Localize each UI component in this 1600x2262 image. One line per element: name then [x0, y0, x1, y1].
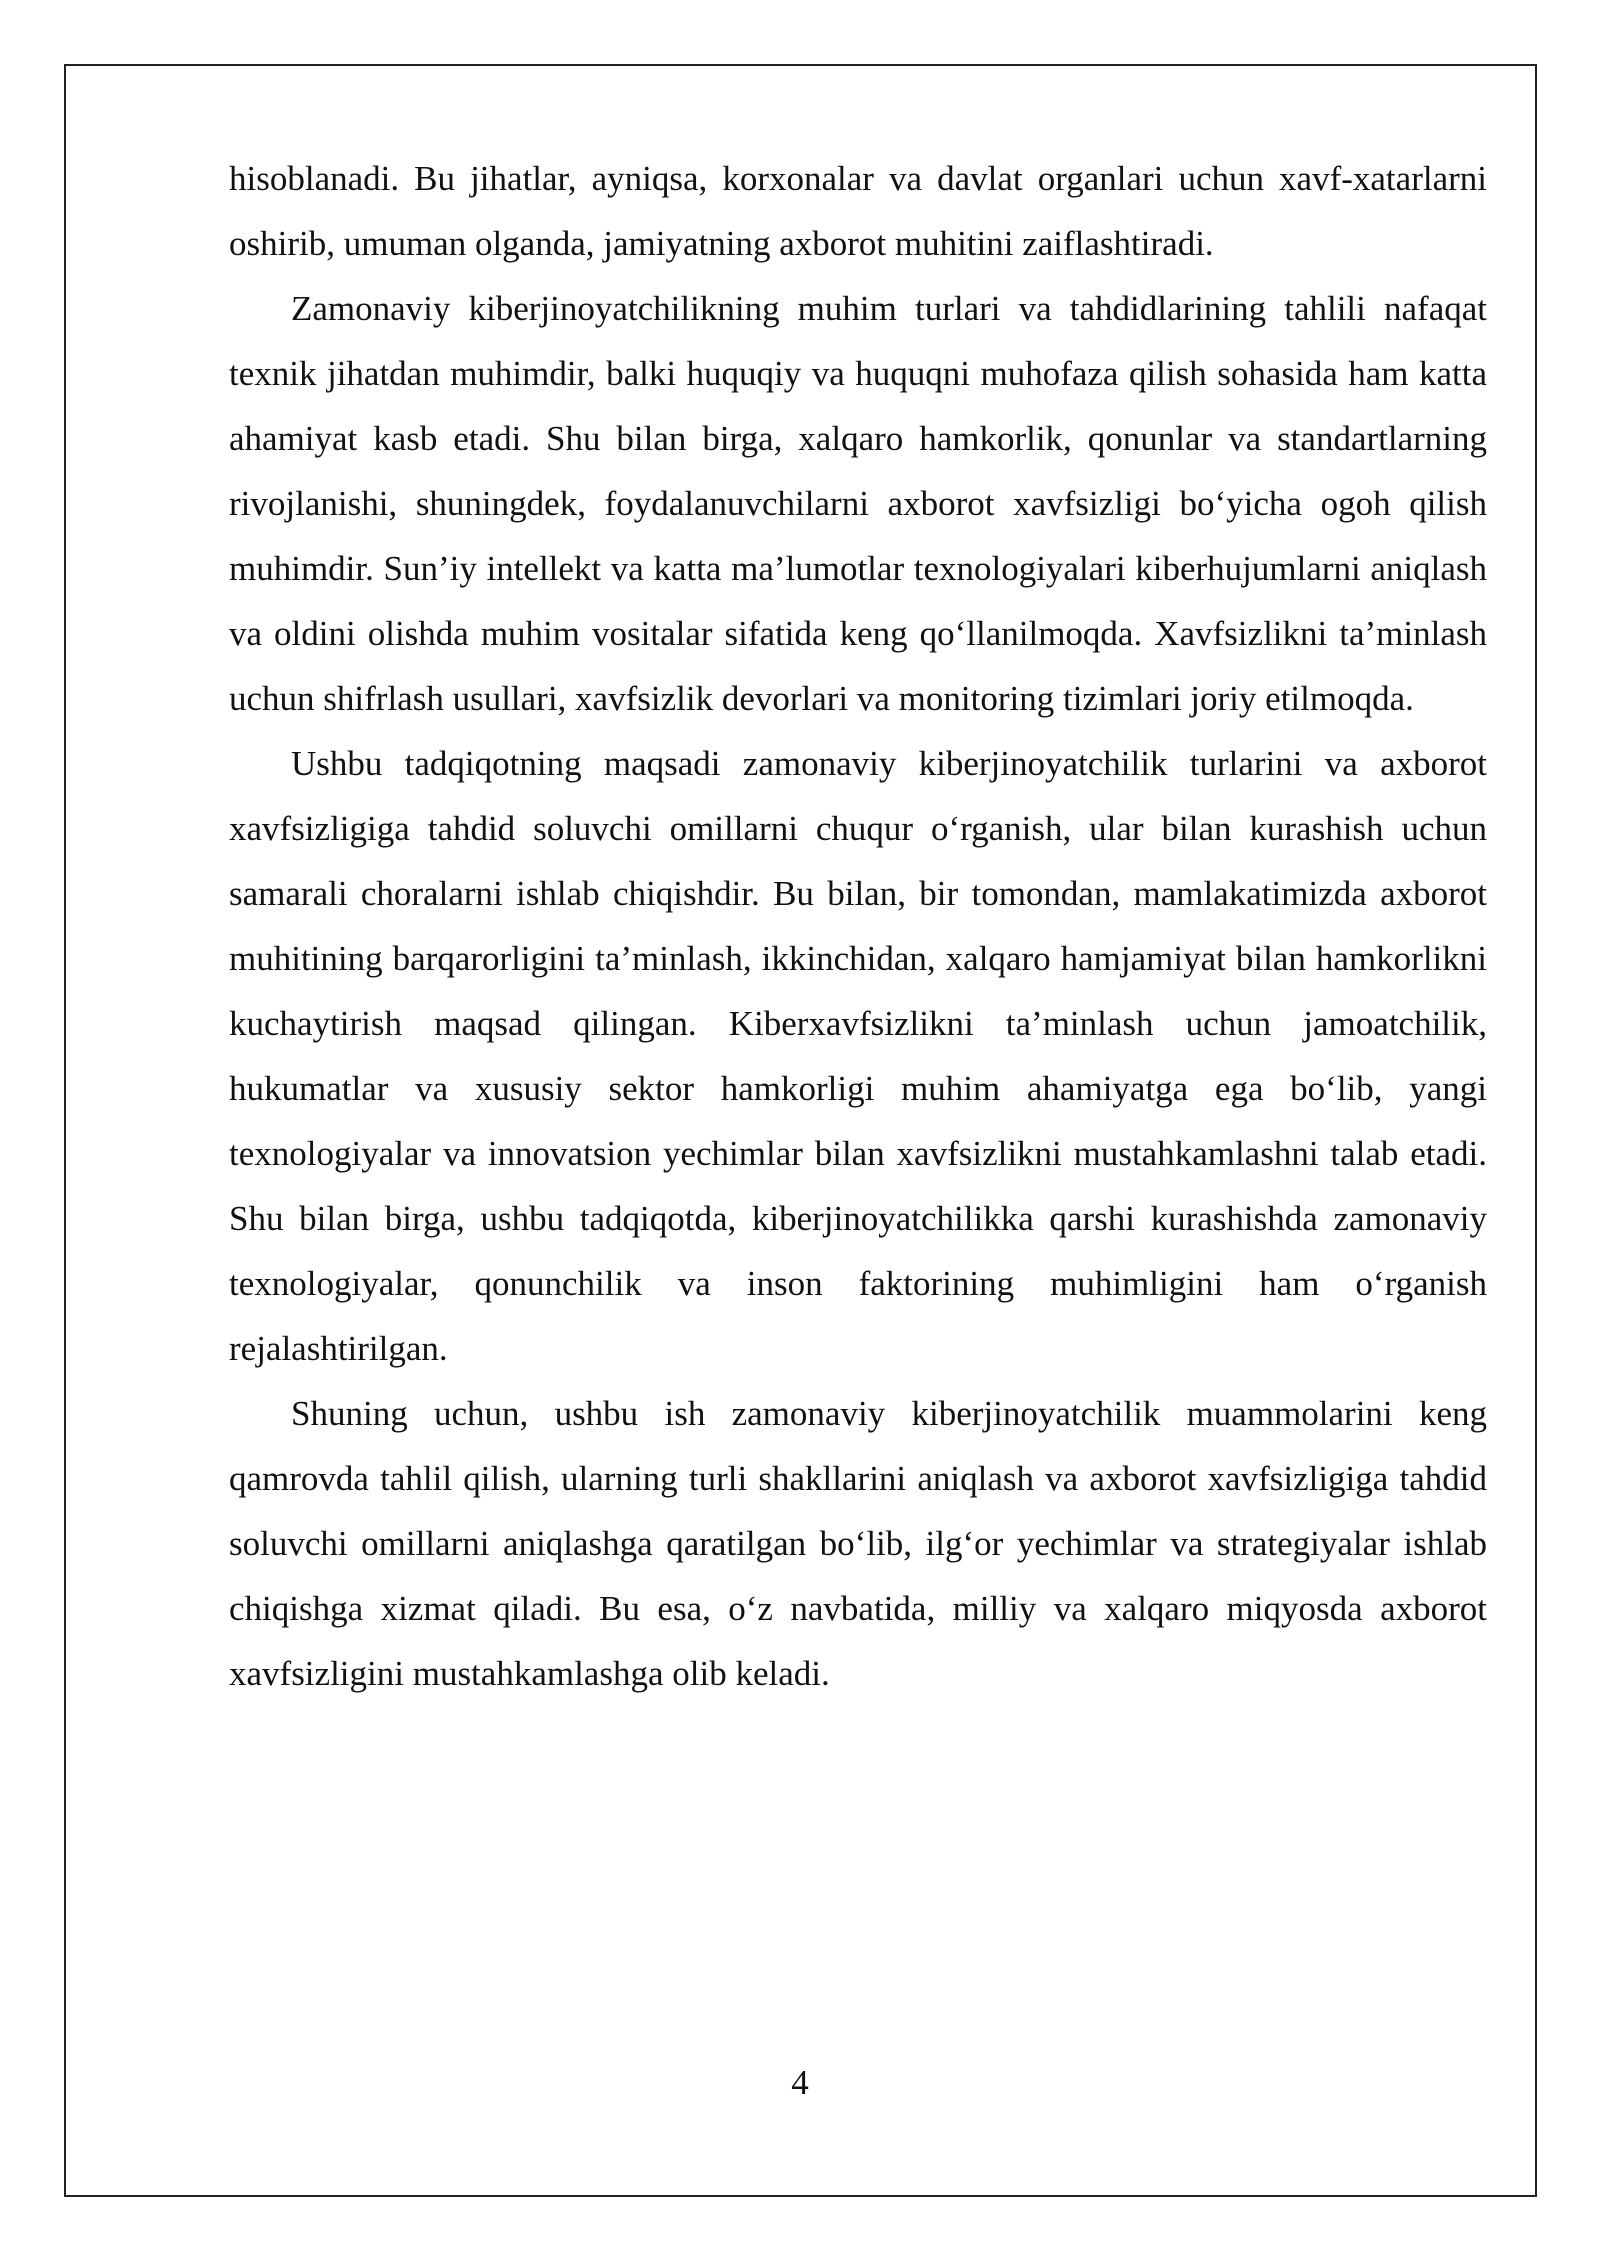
- document-body: [229, 146, 1487, 1706]
- page-number: 4: [791, 2063, 809, 2102]
- paragraph-2: Zamonaviy kiberjinoyatchilikning muhim turlari va tahdidlarining tahlili nafaqat texnik jihatdan muhimdir, balki huquqiy va huquqni muhofaza qilish sohasida ham katta ahamiyat kasb etadi. Shu bilan birga, xalqaro hamkorlik, qonunlar va standartlarning rivojlanishi, shuningdek, foydalanuvchilarni axborot xavfsizligi bo‘yicha ogoh qilish muhimdir. Sun’iy intellekt va katta ma’lumotlar texnologiyalari kiberhujumlarni aniqlash va oldini olishda muhim vositalar sifatida keng qo‘llanilmoqda. Xavfsizlikni ta’minlash uchun shifrlash usullari, xavfsizlik devorlari va monitoring tizimlari joriy etilmoqda.: [229, 289, 1487, 718]
- paragraph-3: Ushbu tadqiqotning maqsadi zamonaviy kiberjinoyatchilik turlarini va axborot xavfsizligiga tahdid soluvchi omillarni chuqur o‘rganish, ular bilan kurashish uchun samarali choralarni ishlab chiqishdir. Bu bilan, bir tomondan, mamlakatimizda axborot muhitining barqarorligini ta’minlash, ikkinchidan, xalqaro hamjamiyat bilan hamkorlikni kuchaytirish maqsad qilingan. Kiberxavfsizlikni ta’minlash uchun jamoatchilik, hukumatlar va xususiy sektor hamkorligi muhim ahamiyatga ega bo‘lib, yangi texnologiyalar va innovatsion yechimlar bilan xavfsizlikni mustahkamlashni talab etadi. Shu bilan birga, ushbu tadqiqotda, kiberjinoyatchilikka qarshi kurashishda zamonaviy texnologiyalar, qonunchilik va inson faktorining muhimligini ham o‘rganish rejalashtirilgan.: [229, 744, 1487, 1368]
- paragraph-1: hisoblanadi. Bu jihatlar, ayniqsa, korxonalar va davlat organlari uchun xavf-xatarlarni oshirib, umuman olganda, jamiyatning axborot muhitini zaiflashtiradi.: [229, 159, 1487, 263]
- paragraph-4: Shuning uchun, ushbu ish zamonaviy kiberjinoyatchilik muammolarini keng qamrovda tahlil qilish, ularning turli shakllarini aniqlash va axborot xavfsizligiga tahdid soluvchi omillarni aniqlashga qaratilgan bo‘lib, ilg‘or yechimlar va strategiyalar ishlab chiqishga xizmat qiladi. Bu esa, o‘z navbatida, milliy va xalqaro miqyosda axborot xavfsizligini mustahkamlashga olib keladi.: [229, 1394, 1487, 1693]
